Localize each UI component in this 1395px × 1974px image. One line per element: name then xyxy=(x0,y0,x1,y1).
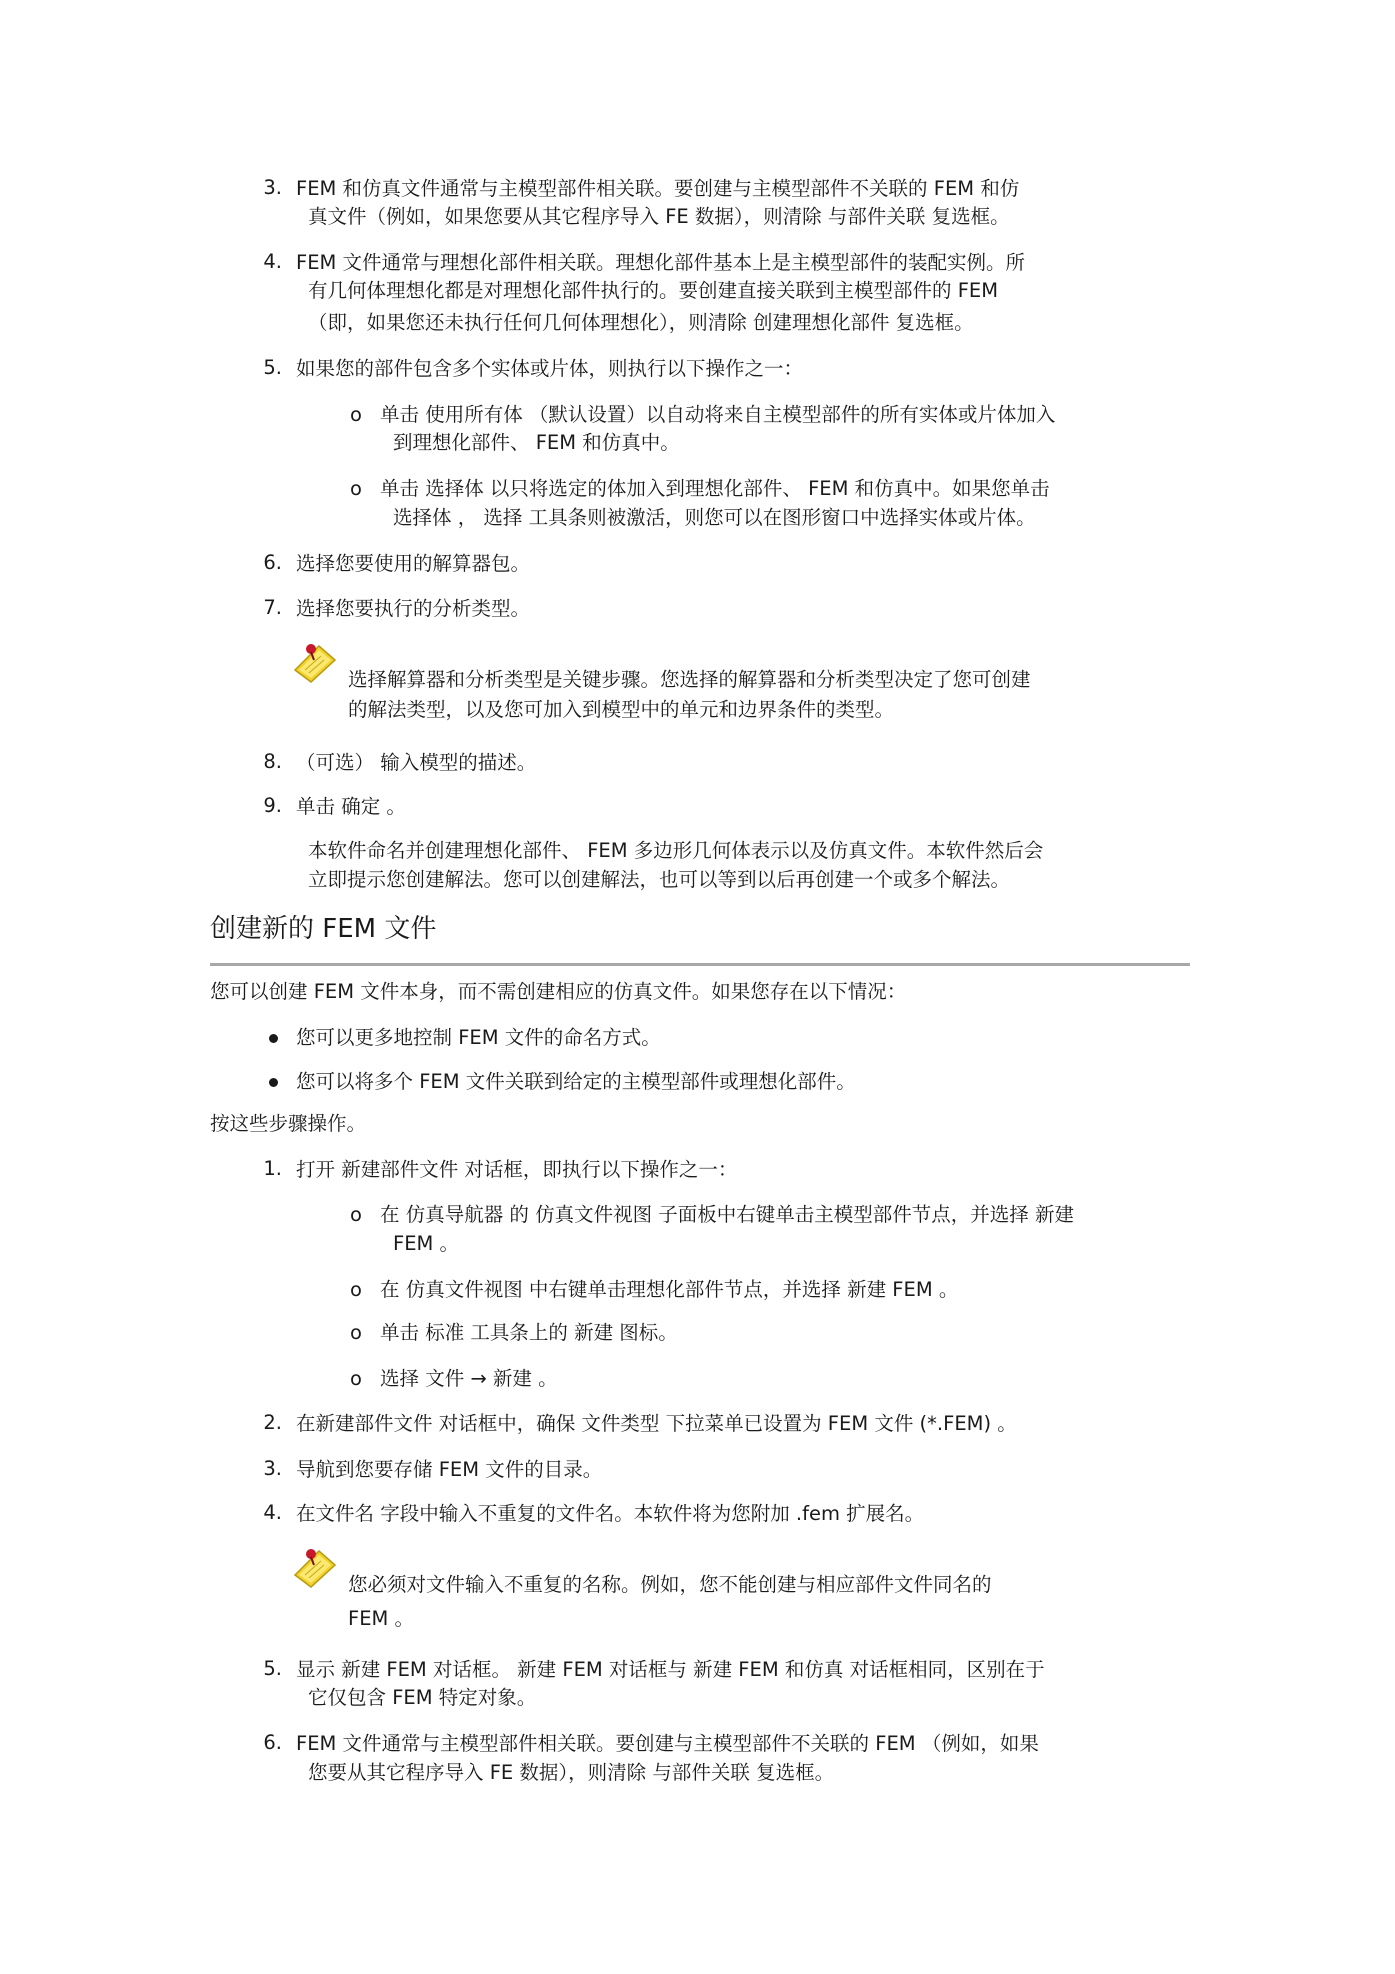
step-text: 您要从其它程序导入 FE 数据），则清除 与部件关联 复选框。 xyxy=(308,1761,835,1784)
sub-bullet: o xyxy=(350,1367,362,1390)
step-number: 4. xyxy=(263,1501,282,1524)
step-number: 5. xyxy=(263,356,282,379)
intro-text: 您可以创建 FEM 文件本身，而不需创建相应的仿真文件。如果您存在以下情况： xyxy=(210,980,907,1003)
sub-bullet: o xyxy=(350,477,362,500)
step-text: FEM 文件通常与主模型部件相关联。要创建与主模型部件不关联的 FEM （例如，如果 xyxy=(296,1732,1039,1755)
note-text: 的解法类型，以及您可加入到模型中的单元和边界条件的类型。 xyxy=(348,698,895,721)
sub-bullet: o xyxy=(350,403,362,426)
section-heading: 创建新的 FEM 文件 xyxy=(210,914,437,944)
steps-intro: 按这些步骤操作。 xyxy=(210,1112,367,1135)
step-text: 在新建部件文件 对话框中，确保 文件类型 下拉菜单已设置为 FEM 文件 (*.FEM) 。 xyxy=(296,1412,1017,1435)
sub-item-text: 在 仿真导航器 的 仿真文件视图 子面板中右键单击主模型部件节点，并选择 新建 xyxy=(380,1203,1074,1226)
step-number: 3. xyxy=(263,1457,282,1480)
step-number: 2. xyxy=(263,1411,282,1434)
step-number: 5. xyxy=(263,1657,282,1680)
note-text: FEM 。 xyxy=(348,1607,415,1630)
result-text: 立即提示您创建解法。您可以创建解法，也可以等到以后再创建一个或多个解法。 xyxy=(308,868,1011,891)
sub-item-text: 单击 标准 工具条上的 新建 图标。 xyxy=(380,1321,678,1344)
step-text: 在文件名 字段中输入不重复的文件名。本软件将为您附加 .fem 扩展名。 xyxy=(296,1502,925,1525)
step-text: （即，如果您还未执行任何几何体理想化），则清除 创建理想化部件 复选框。 xyxy=(308,311,974,334)
step-number: 4. xyxy=(263,250,282,273)
note-icon xyxy=(291,640,339,684)
step-number: 6. xyxy=(263,551,282,574)
step-text: 如果您的部件包含多个实体或片体，则执行以下操作之一： xyxy=(296,357,804,380)
sub-item-text: 单击 使用所有体 （默认设置）以自动将来自主模型部件的所有实体或片体加入 xyxy=(380,403,1056,426)
note-text: 选择解算器和分析类型是关键步骤。您选择的解算器和分析类型决定了您可创建 xyxy=(348,668,1031,691)
step-text: 选择您要执行的分析类型。 xyxy=(296,597,531,620)
step-text: 打开 新建部件文件 对话框，即执行以下操作之一： xyxy=(296,1158,738,1181)
bullet-dot xyxy=(269,1078,278,1087)
sub-item-text: 选择体 ， 选择 工具条则被激活，则您可以在图形窗口中选择实体或片体。 xyxy=(393,506,1036,529)
result-text: 本软件命名并创建理想化部件、 FEM 多边形几何体表示以及仿真文件。本软件然后会 xyxy=(308,839,1044,862)
step-text: 它仅包含 FEM 特定对象。 xyxy=(308,1686,537,1709)
sub-bullet: o xyxy=(350,1278,362,1301)
sub-bullet: o xyxy=(350,1203,362,1226)
step-number: 8. xyxy=(263,750,282,773)
sub-item-text: FEM 。 xyxy=(393,1232,460,1255)
step-text: 显示 新建 FEM 对话框。 新建 FEM 对话框与 新建 FEM 和仿真 对话框相同，区别在于 xyxy=(296,1658,1045,1681)
step-number: 6. xyxy=(263,1731,282,1754)
step-number: 7. xyxy=(263,596,282,619)
note-icon xyxy=(291,1545,339,1589)
sub-item-text: 单击 选择体 以只将选定的体加入到理想化部件、 FEM 和仿真中。如果您单击 xyxy=(380,477,1050,500)
step-text: FEM 和仿真文件通常与主模型部件相关联。要创建与主模型部件不关联的 FEM 和仿 xyxy=(296,177,1020,200)
step-text: FEM 文件通常与理想化部件相关联。理想化部件基本上是主模型部件的装配实例。所 xyxy=(296,251,1026,274)
step-text: 单击 确定 。 xyxy=(296,795,406,818)
bullet-dot xyxy=(269,1034,278,1043)
step-number: 9. xyxy=(263,794,282,817)
step-number: 3. xyxy=(263,176,282,199)
bullet-text: 您可以更多地控制 FEM 文件的命名方式。 xyxy=(296,1026,661,1049)
sub-item-text: 选择 文件 → 新建 。 xyxy=(380,1367,558,1390)
note-text: 您必须对文件输入不重复的名称。例如，您不能创建与相应部件文件同名的 xyxy=(348,1573,992,1596)
heading-divider xyxy=(210,963,1190,966)
step-text: 选择您要使用的解算器包。 xyxy=(296,552,531,575)
step-text: 导航到您要存储 FEM 文件的目录。 xyxy=(296,1458,603,1481)
step-text: 真文件（例如，如果您要从其它程序导入 FE 数据），则清除 与部件关联 复选框。 xyxy=(308,205,1010,228)
sub-item-text: 在 仿真文件视图 中右键单击理想化部件节点，并选择 新建 FEM 。 xyxy=(380,1278,959,1301)
step-text: （可选） 输入模型的描述。 xyxy=(296,751,537,774)
step-text: 有几何体理想化都是对理想化部件执行的。要创建直接关联到主模型部件的 FEM xyxy=(308,279,999,302)
bullet-text: 您可以将多个 FEM 文件关联到给定的主模型部件或理想化部件。 xyxy=(296,1070,856,1093)
sub-item-text: 到理想化部件、 FEM 和仿真中。 xyxy=(393,431,680,454)
sub-bullet: o xyxy=(350,1321,362,1344)
step-number: 1. xyxy=(263,1157,282,1180)
